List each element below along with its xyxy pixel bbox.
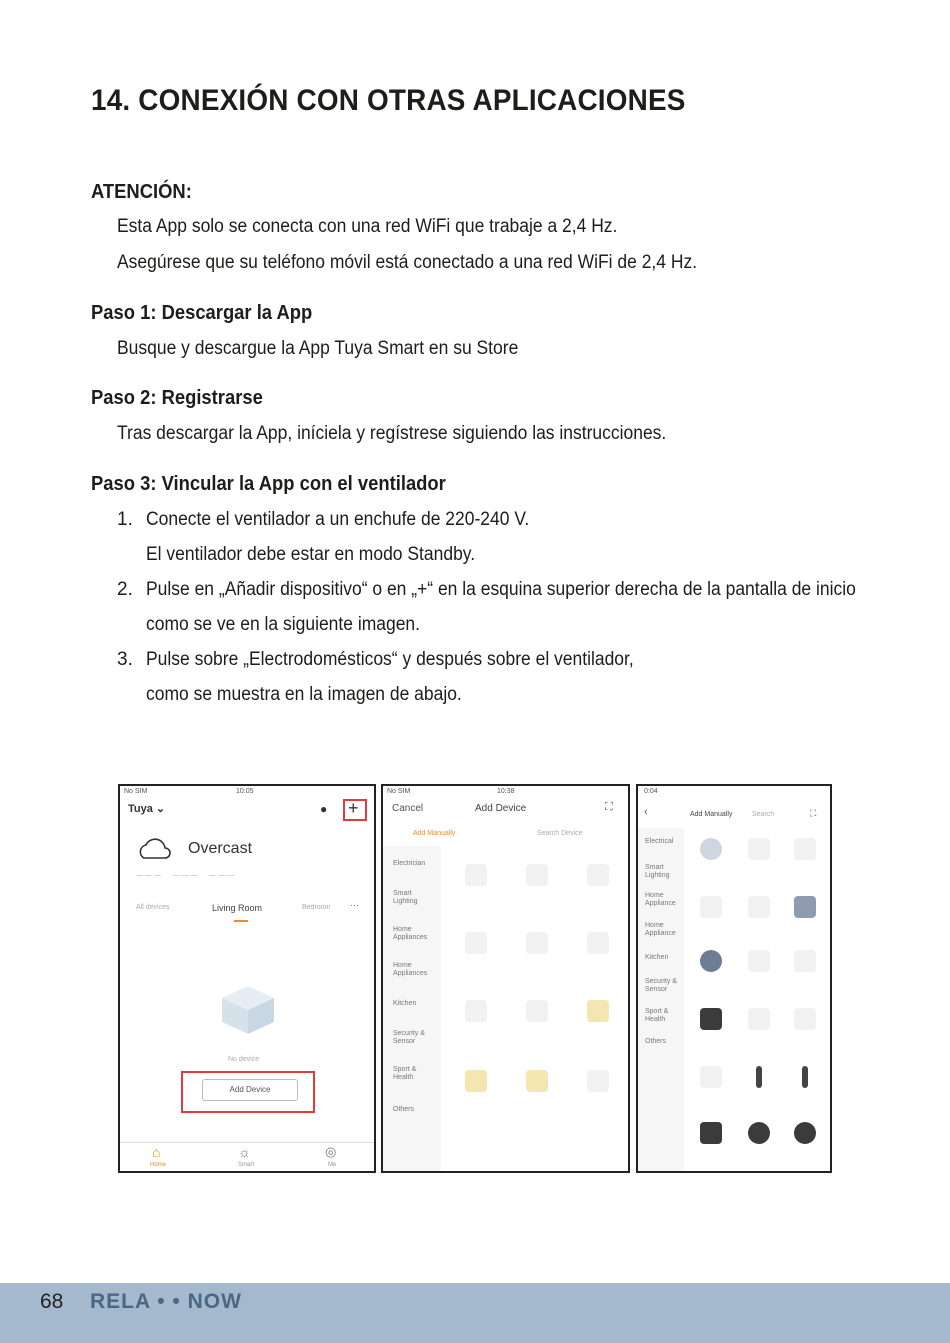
tab-living-room[interactable]: Living Room	[212, 903, 263, 913]
screenshot-add-device	[381, 784, 630, 1173]
plus-icon[interactable]: +	[348, 798, 359, 818]
step3-item-2-number: 2.	[117, 579, 133, 600]
device-tile[interactable]	[587, 1000, 609, 1022]
device-tile[interactable]	[700, 950, 722, 972]
category-item[interactable]: Security & Sensor	[393, 1030, 425, 1045]
category-item[interactable]: Sport & Health	[645, 1008, 669, 1023]
device-tile[interactable]	[794, 838, 816, 860]
empty-text: No device	[228, 1056, 260, 1063]
device-tile[interactable]	[700, 896, 722, 918]
device-tile[interactable]	[700, 1066, 722, 1088]
category-item[interactable]: Security & Sensor	[645, 978, 677, 993]
device-tile[interactable]	[802, 1066, 808, 1088]
device-tile[interactable]	[794, 896, 816, 918]
attention-line-1: Esta App solo se conecta con una red WiFi que trabaje a 2,4 Hz.	[117, 216, 618, 237]
tab-indicator	[234, 920, 248, 922]
weather-details: — — — — — — — — —	[136, 872, 235, 879]
tab-add-manually[interactable]: Add Manually	[413, 830, 456, 837]
step3-item-2-line-1: Pulse en „Añadir dispositivo“ o en „+“ en la esquina superior derecha de la pantalla de inicio	[146, 579, 856, 600]
category-item[interactable]: Home Appliance	[645, 922, 676, 937]
attention-line-2: Asegúrese que su teléfono móvil está conectado a una red WiFi de 2,4 Hz.	[117, 252, 698, 273]
cloud-icon	[136, 838, 174, 860]
app-name: Tuya ⌄	[128, 803, 166, 815]
device-tile[interactable]	[526, 1070, 548, 1092]
back-icon[interactable]: ‹	[644, 806, 648, 818]
step3-item-1-number: 1.	[117, 509, 133, 530]
weather-label: Overcast	[188, 840, 253, 857]
tab-search-device[interactable]: Search Device	[537, 830, 583, 837]
tab-bedroom[interactable]: Bedroom	[302, 904, 331, 911]
microphone-icon[interactable]: ●	[320, 802, 328, 816]
device-tile[interactable]	[700, 838, 722, 860]
device-tile[interactable]	[700, 1122, 722, 1144]
device-tile[interactable]	[465, 1000, 487, 1022]
cancel-button[interactable]: Cancel	[392, 803, 424, 814]
device-tile[interactable]	[748, 1008, 770, 1030]
status-time: 10:05	[236, 788, 254, 795]
device-tile[interactable]	[794, 1122, 816, 1144]
category-item[interactable]: Electrician	[393, 860, 426, 867]
device-tile[interactable]	[748, 950, 770, 972]
step3-item-1-line-2: El ventilador debe estar en modo Standby.	[146, 544, 476, 565]
page-title: 14. CONEXIÓN CON OTRAS APLICACIONES	[91, 84, 686, 117]
attention-heading: ATENCIÓN:	[91, 181, 192, 203]
device-tile[interactable]	[465, 932, 487, 954]
category-item[interactable]: Smart Lighting	[393, 890, 418, 905]
tab-all-devices[interactable]: All devices	[136, 904, 170, 911]
screen-title: Add Device	[475, 803, 527, 814]
more-icon[interactable]: ···	[350, 900, 359, 910]
nav-home[interactable]: Home	[150, 1162, 167, 1168]
screenshot-add-manually	[636, 784, 832, 1173]
screenshot-home	[118, 784, 376, 1173]
category-item[interactable]: Electrical	[645, 838, 674, 845]
status-time: 10:38	[497, 788, 515, 795]
nav-smart[interactable]: Smart	[238, 1162, 255, 1168]
device-tile[interactable]	[587, 864, 609, 886]
device-tile[interactable]	[748, 1122, 770, 1144]
device-tile[interactable]	[526, 864, 548, 886]
category-item[interactable]: Kitchen	[393, 1000, 417, 1007]
device-tile[interactable]	[587, 1070, 609, 1092]
empty-box-icon	[208, 974, 288, 1038]
category-item[interactable]: Others	[393, 1106, 415, 1113]
step3-heading: Paso 3: Vincular la App con el ventilador	[91, 473, 446, 495]
home-icon[interactable]: ⌂	[152, 1144, 161, 1160]
step3-item-1-line-1: Conecte el ventilador a un enchufe de 220-240 V.	[146, 509, 530, 530]
step3-item-2-line-2: como se ve en la siguiente imagen.	[146, 614, 421, 635]
smart-icon[interactable]: ☼	[238, 1144, 251, 1160]
category-item[interactable]: Sport & Health	[393, 1066, 417, 1081]
device-tile[interactable]	[794, 950, 816, 972]
step1-text: Busque y descargue la App Tuya Smart en su Store	[117, 338, 519, 359]
device-tile[interactable]	[748, 838, 770, 860]
step3-item-3-line-2: como se muestra en la imagen de abajo.	[146, 684, 462, 705]
device-tile[interactable]	[756, 1066, 762, 1088]
device-tile[interactable]	[700, 1008, 722, 1030]
nav-me[interactable]: Me	[328, 1162, 337, 1168]
device-tile[interactable]	[465, 1070, 487, 1092]
device-tile[interactable]	[587, 932, 609, 954]
category-item[interactable]: Home Appliances	[393, 926, 428, 941]
add-device-button[interactable]: Add Device	[202, 1079, 298, 1101]
device-tile[interactable]	[794, 1008, 816, 1030]
category-item[interactable]: Others	[645, 1038, 667, 1045]
device-tile[interactable]	[526, 1000, 548, 1022]
step1-heading: Paso 1: Descargar la App	[91, 302, 313, 324]
scan-icon[interactable]: ⛶	[605, 801, 613, 813]
category-item[interactable]: Smart Lighting	[645, 864, 670, 879]
status-carrier: No SIM	[124, 788, 148, 795]
profile-icon[interactable]: ◎	[325, 1144, 337, 1159]
tab-add-manually[interactable]: Add Manually	[690, 811, 733, 818]
brand-logo: RELA • • NOW	[90, 1290, 242, 1313]
device-tile[interactable]	[526, 932, 548, 954]
category-item[interactable]: Home Appliances	[393, 962, 428, 977]
step3-item-3-number: 3.	[117, 649, 133, 670]
step3-item-3-line-1: Pulse sobre „Electrodomésticos“ y después sobre el ventilador,	[146, 649, 634, 670]
device-tile[interactable]	[465, 864, 487, 886]
page-number: 68	[40, 1290, 64, 1313]
tab-search[interactable]: Search	[752, 811, 775, 818]
category-item[interactable]: Home Appliance	[645, 892, 676, 907]
step2-text: Tras descargar la App, iníciela y regístrese siguiendo las instrucciones.	[117, 423, 667, 444]
status-time: 0:04	[644, 788, 658, 795]
category-item[interactable]: Kitchen	[645, 954, 669, 961]
step2-heading: Paso 2: Registrarse	[91, 387, 263, 409]
scan-icon[interactable]: ⛶	[810, 808, 817, 818]
status-carrier: No SIM	[387, 788, 411, 795]
device-tile[interactable]	[748, 896, 770, 918]
